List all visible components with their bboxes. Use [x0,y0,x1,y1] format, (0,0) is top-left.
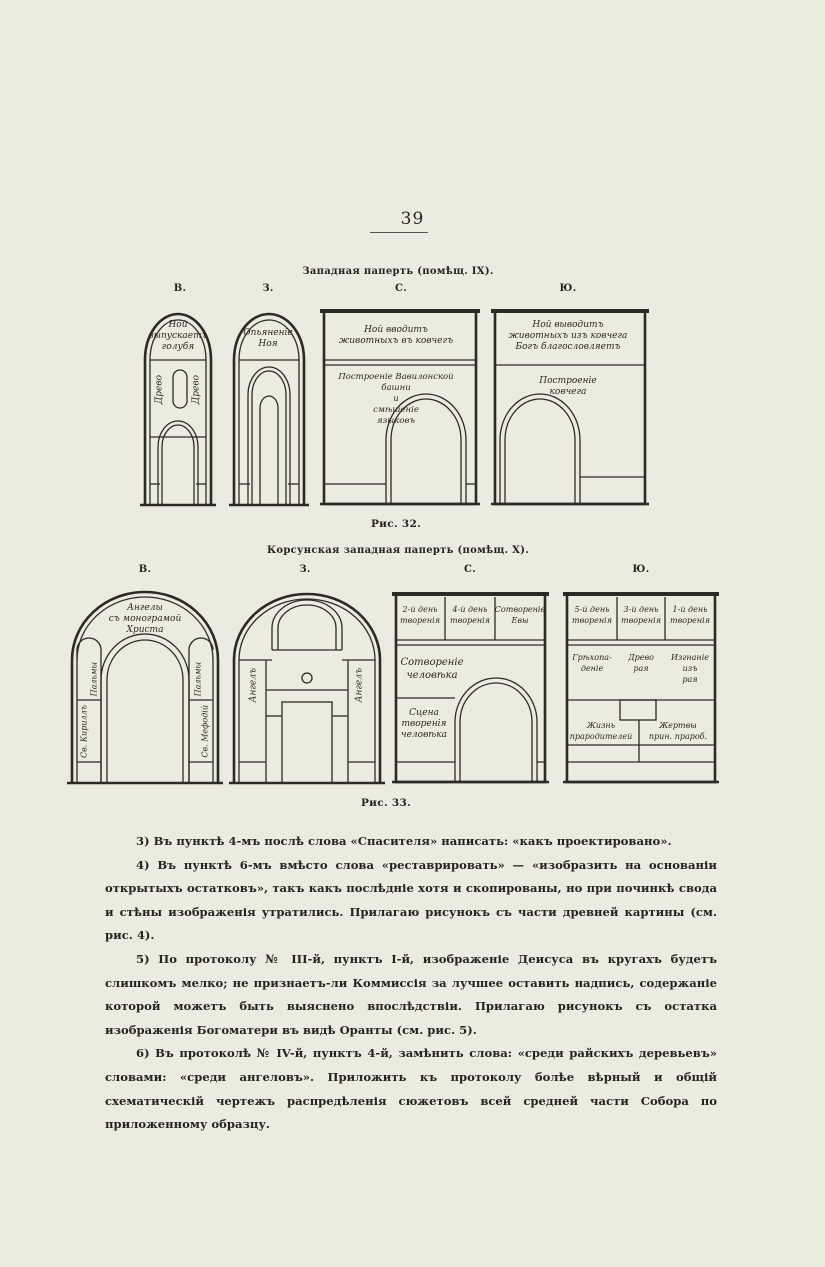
fig33-label-yu: Ю. [632,564,650,575]
fig33-v-left2-inscription: Пальмы [89,662,99,697]
fig33-yu-mid3-inscription: Изгнаніе изъ рая [671,653,709,684]
fig33-title: Корсунская западная паперть (помѣщ. X). [266,545,530,556]
fig33-label-s: С. [463,564,477,575]
paragraph-4: 4) Въ пунктѣ 6-мъ вмѣсто слова «реставрировать» — «изобразить на основаніи открытыхъ остатковъ», такъ какъ послѣдніе хотя и скопированы, но при починкѣ свода и стѣны изображенія утратились. Прилагаю рисунокъ съ части древней картины (см. рис. 4). [105,857,717,943]
fig33-s-cell3-inscription: Сотвореніе Евы [494,605,546,625]
fig33-yu-cell2-inscription: 3-й день творенія [620,605,662,625]
fig33-v-right2-inscription: Св. Мефодій [200,705,210,758]
fig33-label-v: В. [138,564,152,575]
fig33-yu-cell3-inscription: 1-й день творенія [669,605,711,625]
fig32-label-yu: Ю. [559,283,577,294]
fig33-v-top-inscription: Ангелы съ монограмой Христа [108,603,182,635]
paragraph-3: 3) Въ пунктѣ 4-мъ послѣ слова «Спасителя» написать: «какъ проектировано». [136,834,672,848]
fig32-s-top-inscription: Ной вводитъ животныхъ въ ковчегъ [338,325,454,346]
fig32-label-z: З. [262,283,274,294]
fig32-z-top-inscription: Опьяненіе Ноя [243,328,293,349]
paragraph-5: 5) По протоколу № III-й, пунктъ I-й, изображеніе Деисуса въ кругахъ будетъ слишкомъ мелко; не признаетъ-ли Коммиссія за лучшее оставить надпись, содержаніе которой можетъ быть выяснено впослѣдствіи. Прилагаю рисунокъ съ остатка изображенія Богоматери въ видѣ Оранты (см. рис. 5). [105,951,717,1037]
fig33-z-left-inscription: Ангелъ [248,668,259,703]
fig32-label-s: С. [394,283,408,294]
fig33-s-cell2-inscription: 4-й день творенія [449,605,491,625]
fig33-s-low-inscription: Сцена творенія человѣка [401,708,447,740]
fig32-v-top-inscription: Ной выпускаетъ голубя [148,320,208,352]
fig32-v-right-inscription: Древо [191,375,202,405]
fig33-yu-mid2-inscription: Древо рая [628,653,654,673]
body-text [105,830,717,1137]
fig33-caption: Рис. 33. [360,797,412,809]
page-number: 39 [400,209,425,229]
paragraph-6: 6) Въ протоколѣ № IV-й, пунктъ 4-й, замѣнить слова: «среди райскихъ деревьевъ» словами: «среди ангеловъ». Приложить къ протоколу болѣе вѣрный и общій схематическій чертежъ распредѣленія сюжетовъ всей средней части Собора по приложенному образцу. [105,1046,717,1132]
fig33-yu-cell1-inscription: 5-й день творенія [571,605,613,625]
fig32-title: Западная паперть (помѣщ. IX). [302,266,494,277]
fig32-yu-top-inscription: Ной выводитъ животныхъ изъ ковчега Богъ благословляетъ [508,320,628,352]
fig33-yu-mid1-inscription: Грѣхопа- деніе [572,653,612,673]
fig33-s-cell1-inscription: 2-й день творенія [399,605,441,625]
fig33-z-right-inscription: Ангелъ [354,668,365,703]
fig33-yu-low2-inscription: Жертвы прин. прароб. [648,721,708,741]
fig33-v-left1-inscription: Св. Кириллъ [79,705,89,758]
fig32-v-left-inscription: Древо [154,375,165,405]
fig32-caption: Рис. 32. [370,518,422,530]
fig33-label-z: З. [299,564,311,575]
fig33-yu-low1-inscription: Жизнь прародителей [569,721,633,741]
fig32-yu-mid-inscription: Построеніе ковчега [539,376,597,397]
fig33-s-mid-inscription: Сотвореніе человѣка [400,657,464,681]
fig33-v-right1-inscription: Пальмы [193,662,203,697]
fig32-label-v: В. [173,283,187,294]
fig32-s-mid-inscription: Построеніе Вавилонской башни и смѣшеніе языковъ [338,372,454,426]
